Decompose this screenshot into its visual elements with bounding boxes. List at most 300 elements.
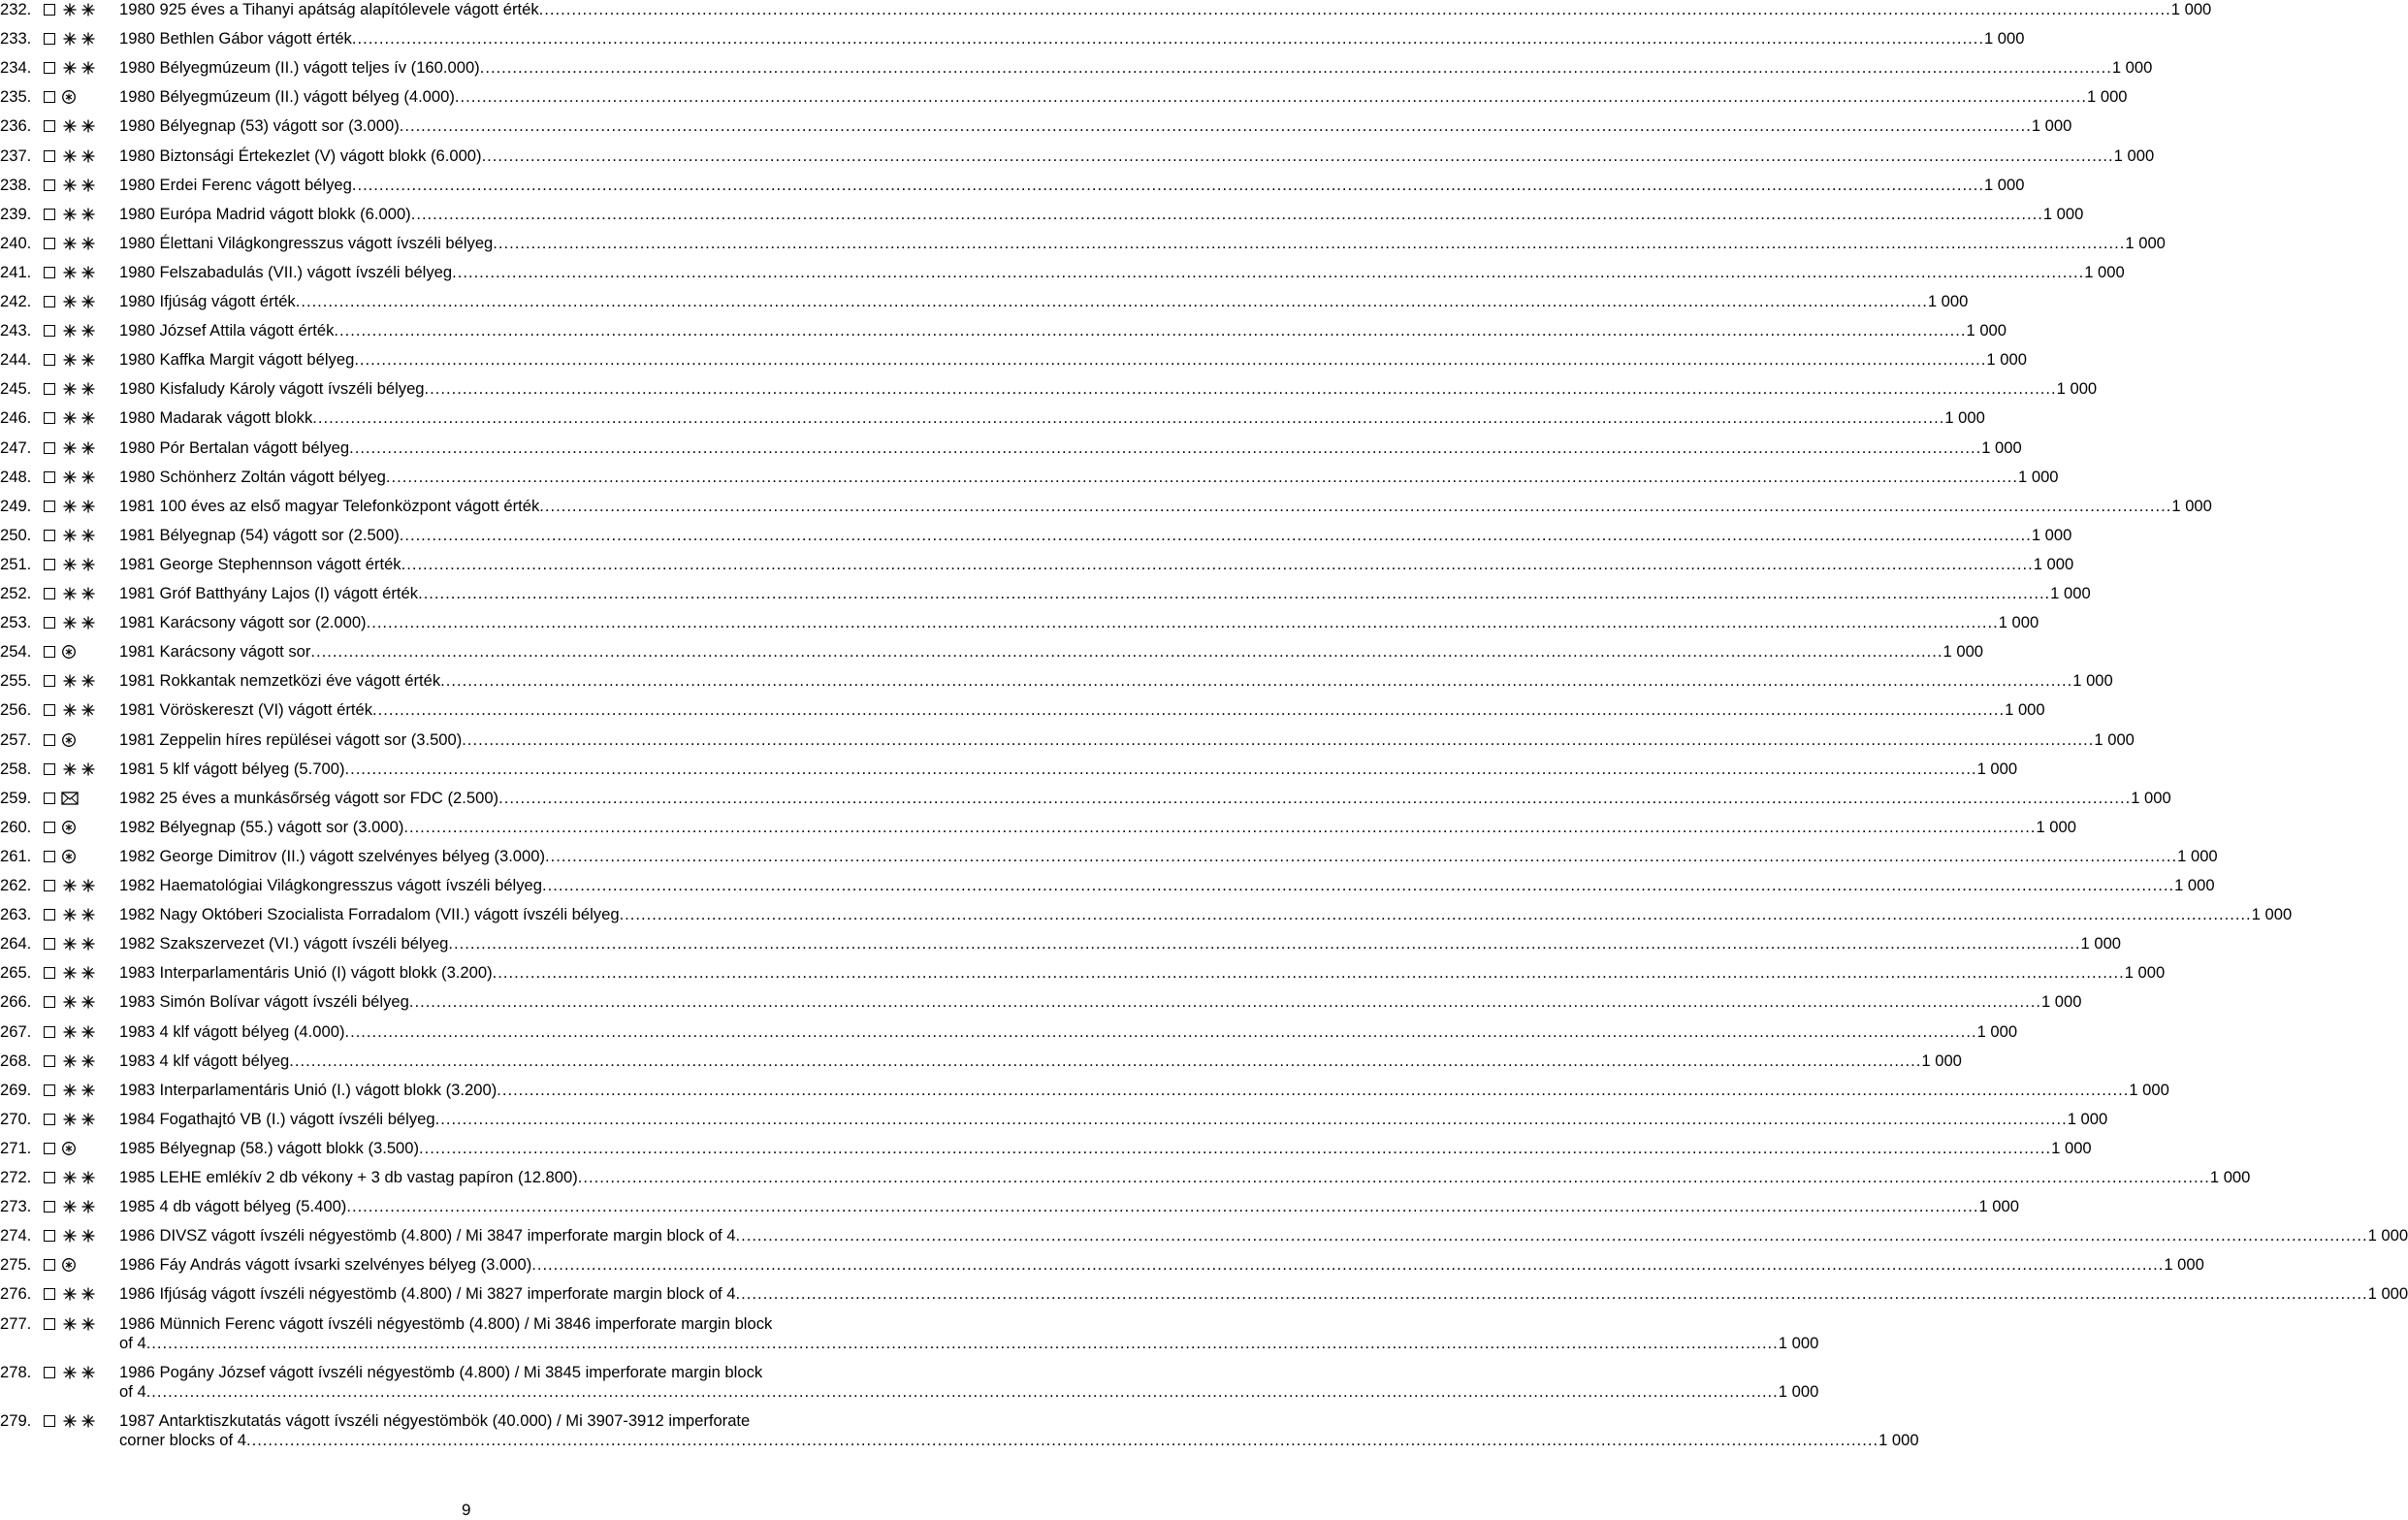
item-title: 1980 Pór Bertalan vágott bélyeg — [119, 437, 350, 457]
item-description — [119, 876, 2215, 895]
item-title: 1981 Vöröskereszt (VI) vágott érték — [119, 700, 373, 720]
double-asterisk-icon — [61, 2, 98, 17]
item-number: 252. — [0, 584, 32, 602]
checkbox-icon — [44, 1055, 55, 1067]
checkbox-icon — [44, 442, 55, 454]
double-asterisk-icon — [61, 265, 98, 280]
checkbox-icon — [44, 296, 55, 307]
dot-leader: ............................................................................................................................................................................................................................................................................................................ — [346, 1197, 1979, 1216]
dot-leader: ............................................................................................................................................................................................................................................................................................................ — [619, 905, 2252, 924]
item-number: 232. — [0, 0, 32, 18]
checkbox-icon — [44, 909, 55, 921]
item-title: 1981 Gróf Batthyány Lajos (I) vágott érték — [119, 584, 419, 602]
dot-leader: ............................................................................................................................................................................................................................................................................................................ — [419, 1138, 2052, 1157]
item-icons — [44, 265, 98, 280]
item-price: 1 000 — [2171, 496, 2212, 515]
item-icons — [44, 1112, 98, 1127]
checkbox-icon — [44, 617, 55, 629]
item-icons — [44, 1228, 98, 1244]
dot-leader: ............................................................................................................................................................................................................................................................................................................ — [366, 613, 1999, 632]
item-number: 277. — [0, 1313, 32, 1333]
item-title: 1986 DIVSZ vágott ívszéli négyestömb (4.800) / Mi 3847 imperforate margin block of 4 — [119, 1226, 736, 1245]
checkbox-icon — [44, 588, 55, 599]
item-description — [119, 437, 2022, 458]
item-icons — [44, 820, 77, 835]
item-description — [119, 204, 2084, 224]
item-title: 1986 Fáy András vágott ívsarki szelvényes bélyeg (3.000) — [119, 1255, 532, 1275]
double-asterisk-icon — [61, 207, 98, 222]
item-title: 1985 4 db vágott bélyeg (5.400) — [119, 1197, 347, 1216]
dot-leader: ............................................................................................................................................................................................................................................................................................................ — [372, 700, 2006, 720]
double-asterisk-icon — [61, 1199, 98, 1214]
item-description — [119, 58, 2153, 78]
item-title: 1982 Haematológiai Világkongresszus vágott ívszéli bélyeg — [119, 876, 542, 894]
item-description — [119, 1051, 1962, 1071]
item-description — [119, 905, 2293, 924]
item-price: 1 000 — [1983, 175, 2025, 194]
checkbox-icon — [44, 1026, 55, 1038]
item-icons — [44, 1257, 77, 1273]
checkbox-icon — [44, 704, 55, 716]
double-asterisk-icon — [61, 557, 98, 572]
item-description — [119, 671, 2113, 691]
item-icons — [44, 1413, 98, 1429]
item-icons — [44, 118, 98, 134]
item-number: 265. — [0, 963, 32, 983]
checkbox-icon — [44, 1230, 55, 1242]
item-number: 263. — [0, 905, 32, 924]
item-icons — [44, 878, 98, 893]
item-description — [119, 1197, 2019, 1216]
double-asterisk-icon — [61, 907, 98, 922]
dot-leader: ............................................................................................................................................................................................................................................................................................................ — [434, 1109, 2068, 1128]
item-icons — [44, 1170, 98, 1185]
double-asterisk-icon — [61, 878, 98, 893]
item-description — [119, 729, 2135, 750]
item-price: 1 000 — [2033, 554, 2074, 573]
double-asterisk-icon — [61, 31, 98, 47]
item-title: 1980 Schönherz Zoltán vágott bélyeg — [119, 467, 386, 486]
dot-leader: ............................................................................................................................................................................................................................................................................................................ — [351, 175, 1984, 194]
item-price: 1 000 — [2164, 1255, 2204, 1275]
checkbox-icon — [44, 1367, 55, 1378]
checkbox-icon — [44, 1288, 55, 1300]
item-title: 1980 925 éves a Tihanyi apátság alapítólevele vágott érték — [119, 0, 539, 18]
double-asterisk-icon — [61, 499, 98, 514]
item-price: 1 000 — [2056, 379, 2098, 399]
item-icons — [44, 60, 98, 76]
checkbox-icon — [44, 1084, 55, 1096]
item-description — [119, 87, 2128, 107]
item-icons — [44, 1316, 98, 1332]
item-icons — [44, 557, 98, 572]
item-price: 1 000 — [2042, 204, 2084, 223]
item-title: 1983 4 klf vágott bélyeg (4.000) — [119, 1021, 345, 1041]
checkbox-icon — [44, 880, 55, 891]
item-number: 257. — [0, 729, 32, 749]
dot-leader: ............................................................................................................................................................................................................................................................................................................ — [344, 1021, 1977, 1041]
checkbox-icon — [44, 1172, 55, 1183]
dot-leader: ............................................................................................................................................................................................................................................................................................................ — [452, 262, 2085, 281]
item-description — [119, 1138, 2092, 1158]
item-price: 1 000 — [1944, 408, 1985, 428]
item-icons — [44, 1199, 98, 1214]
item-price: 1 000 — [1986, 350, 2027, 370]
item-icons — [44, 381, 98, 397]
item-title-line1: 1986 Münnich Ferenc vágott ívszéli négyestömb (4.800) / Mi 3846 imperforate margin block — [119, 1313, 773, 1333]
item-description — [119, 788, 2171, 808]
item-title: 1982 25 éves a munkásőrség vágott sor FDC (2.500) — [119, 788, 499, 807]
item-description — [119, 116, 2072, 136]
item-description — [119, 1313, 1819, 1353]
double-asterisk-icon — [61, 1286, 98, 1302]
checkbox-icon — [44, 822, 55, 833]
item-price: 1 000 — [2005, 700, 2045, 720]
item-icons — [44, 732, 77, 748]
double-asterisk-icon — [61, 1083, 98, 1098]
item-number: 266. — [0, 992, 32, 1012]
checkbox-icon — [44, 33, 55, 45]
item-icons — [44, 1365, 98, 1380]
item-price: 1 000 — [1878, 1430, 1919, 1449]
item-title: 1985 LEHE emlékív 2 db vékony + 3 db vastag papíron (12.800) — [119, 1168, 578, 1186]
dot-leader: ............................................................................................................................................................................................................................................................................................................ — [312, 408, 1945, 428]
item-number: 279. — [0, 1410, 32, 1430]
dot-leader: ............................................................................................................................................................................................................................................................................................................ — [539, 496, 2172, 515]
checkbox-icon — [44, 763, 55, 775]
item-price: 1 000 — [2067, 1109, 2108, 1128]
item-price: 1 000 — [2050, 584, 2091, 602]
item-icons — [44, 702, 98, 718]
item-number: 273. — [0, 1197, 32, 1216]
double-asterisk-icon — [61, 1112, 98, 1127]
dot-leader: ............................................................................................................................................................................................................................................................................................................ — [351, 29, 1984, 49]
double-asterisk-icon — [61, 60, 98, 76]
dot-leader: ............................................................................................................................................................................................................................................................................................................ — [454, 87, 2087, 107]
item-price: 1 000 — [1983, 29, 2025, 49]
item-description — [119, 525, 2072, 545]
item-number: 255. — [0, 671, 32, 691]
item-description — [119, 292, 1969, 311]
item-price: 1 000 — [1966, 321, 2007, 340]
item-price: 1 000 — [1981, 437, 2022, 457]
envelope-icon — [61, 792, 79, 805]
dot-leader: ............................................................................................................................................................................................................................................................................................................ — [399, 525, 2032, 544]
item-title: 1982 Szakszervezet (VI.) vágott ívszéli bélyeg — [119, 934, 449, 954]
item-description — [119, 379, 2098, 399]
item-title-line1: 1986 Pogány József vágott ívszéli négyestömb (4.800) / Mi 3845 imperforate margin block — [119, 1362, 763, 1381]
checkbox-icon — [44, 150, 55, 162]
item-title: 1982 Bélyegnap (55.) vágott sor (3.000) — [119, 817, 404, 836]
item-title: 1982 Nagy Októberi Szocialista Forradalom (VII.) vágott ívszéli bélyeg — [119, 905, 620, 924]
item-number: 233. — [0, 29, 32, 49]
item-description — [119, 29, 2025, 49]
item-title: 1981 Karácsony vágott sor (2.000) — [119, 613, 367, 632]
item-number: 237. — [0, 146, 32, 165]
item-title: 1980 Madarak vágott blokk — [119, 408, 313, 428]
double-asterisk-icon — [61, 1053, 98, 1069]
checkbox-icon — [44, 383, 55, 395]
double-asterisk-icon — [61, 586, 98, 601]
item-price: 1 000 — [2084, 262, 2125, 281]
item-icons — [44, 440, 98, 456]
checkbox-icon — [44, 996, 55, 1008]
checkbox-icon — [44, 530, 55, 541]
item-icons — [44, 936, 98, 952]
item-price: 1 000 — [2111, 58, 2153, 78]
checkbox-icon — [44, 471, 55, 483]
item-icons — [44, 791, 79, 806]
item-title: 1983 Interparlamentáris Unió (I.) vágott blokk (3.200) — [119, 1080, 498, 1099]
checkbox-icon — [44, 1201, 55, 1213]
item-title: 1980 Bélyegmúzeum (II.) vágott bélyeg (4.000) — [119, 87, 455, 107]
item-icons — [44, 1141, 77, 1156]
item-description — [119, 467, 2059, 487]
checkbox-icon — [44, 734, 55, 746]
item-price: 1 000 — [2209, 1168, 2251, 1186]
item-description — [119, 613, 2039, 632]
item-number: 267. — [0, 1021, 32, 1041]
checkbox-icon — [44, 938, 55, 950]
checkbox-icon — [44, 1143, 55, 1154]
item-title: 1980 Felszabadulás (VII.) vágott ívszéli bélyeg — [119, 262, 453, 281]
item-icons — [44, 673, 98, 689]
dot-leader: ............................................................................................................................................................................................................................................................................................................ — [295, 292, 1928, 310]
item-price: 1 000 — [2124, 963, 2166, 983]
item-price: 1 000 — [2018, 467, 2059, 486]
item-description — [119, 554, 2074, 574]
double-asterisk-icon — [61, 469, 98, 485]
item-description — [119, 233, 2166, 253]
item-title: 1980 Bélyegnap (53) vágott sor (3.000) — [119, 116, 400, 136]
dot-leader: ............................................................................................................................................................................................................................................................................................................ — [538, 0, 2171, 18]
checkbox-icon — [44, 179, 55, 191]
item-price: 1 000 — [1976, 759, 2018, 778]
item-icons — [44, 1083, 98, 1098]
item-title: 1984 Fogathajtó VB (I.) vágott ívszéli bélyeg — [119, 1109, 435, 1128]
item-price: 1 000 — [1778, 1381, 1819, 1401]
item-number: 261. — [0, 846, 32, 865]
item-number: 275. — [0, 1255, 32, 1275]
double-asterisk-icon — [61, 352, 98, 368]
item-description — [119, 1255, 2204, 1275]
item-price: 1 000 — [2131, 788, 2171, 807]
double-asterisk-icon — [61, 528, 98, 543]
item-icons — [44, 148, 98, 164]
dot-leader: ............................................................................................................................................................................................................................................................................................................ — [492, 963, 2125, 983]
item-title: 1981 Karácsony vágott sor — [119, 642, 311, 662]
double-asterisk-icon — [61, 1316, 98, 1332]
item-price: 1 000 — [1778, 1333, 1819, 1352]
item-description — [119, 934, 2122, 954]
dot-leader: ............................................................................................................................................................................................................................................................................................................ — [424, 379, 2057, 399]
dot-leader: ............................................................................................................................................................................................................................................................................................................ — [385, 467, 2019, 486]
double-asterisk-icon — [61, 148, 98, 164]
checkbox-icon — [44, 792, 55, 804]
dot-leader: ............................................................................................................................................................................................................................................................................................................ — [735, 1226, 2368, 1245]
item-icons — [44, 1024, 98, 1040]
double-asterisk-icon — [61, 323, 98, 339]
item-number: 238. — [0, 175, 32, 194]
item-icons — [44, 89, 77, 105]
item-description — [119, 0, 2212, 19]
item-description — [119, 175, 2025, 195]
item-description — [119, 759, 2018, 779]
item-number: 276. — [0, 1284, 32, 1304]
dot-leader: ............................................................................................................................................................................................................................................................................................................ — [349, 437, 1982, 457]
item-description — [119, 408, 1985, 428]
page-number: 9 — [462, 1501, 471, 1519]
item-number: 236. — [0, 116, 32, 136]
item-title: 1981 5 klf vágott bélyeg (5.700) — [119, 759, 345, 778]
item-number: 251. — [0, 554, 32, 573]
checkbox-icon — [44, 1318, 55, 1330]
dot-leader: ............................................................................................................................................................................................................................................................................................................ — [577, 1168, 2210, 1186]
item-title: 1980 Kisfaludy Károly vágott ívszéli bélyeg — [119, 379, 425, 399]
item-title: 1981 100 éves az első magyar Telefonközpont vágott érték — [119, 496, 540, 515]
item-price: 1 000 — [2367, 1284, 2408, 1304]
item-description — [119, 642, 1984, 662]
item-number: 259. — [0, 788, 32, 807]
item-icons — [44, 2, 98, 17]
dot-leader: ............................................................................................................................................................................................................................................................................................................ — [462, 729, 2095, 749]
dot-leader: ............................................................................................................................................................................................................................................................................................................ — [440, 671, 2073, 691]
item-description — [119, 1080, 2169, 1100]
item-icons — [44, 31, 98, 47]
checkbox-icon — [44, 354, 55, 366]
item-price: 1 000 — [2051, 1138, 2092, 1157]
item-description — [119, 1284, 2408, 1304]
checkbox-icon — [44, 646, 55, 658]
double-asterisk-icon — [61, 1024, 98, 1040]
double-asterisk-icon — [61, 1365, 98, 1380]
item-title: 1980 József Attila vágott érték — [119, 321, 335, 340]
item-title: of 4 — [119, 1333, 146, 1352]
item-description — [119, 321, 2007, 340]
item-description — [119, 584, 2091, 603]
dot-leader: ............................................................................................................................................................................................................................................................................................................ — [545, 846, 2178, 865]
dot-leader: ............................................................................................................................................................................................................................................................................................................ — [401, 554, 2034, 573]
item-description — [119, 262, 2125, 282]
item-price: 1 000 — [1978, 1197, 2019, 1216]
item-title: of 4 — [119, 1381, 146, 1401]
checkbox-icon — [44, 1415, 55, 1427]
item-number: 269. — [0, 1080, 32, 1099]
item-title: corner blocks of 4 — [119, 1430, 246, 1449]
double-asterisk-icon — [61, 178, 98, 193]
item-title-line1: 1987 Antarktiszkutatás vágott ívszéli négyestömbök (40.000) / Mi 3907-3912 imperforate — [119, 1410, 751, 1430]
item-title: 1980 Élettani Világkongresszus vágott ívszéli bélyeg — [119, 233, 494, 252]
item-price: 1 000 — [2174, 876, 2215, 894]
item-description — [119, 817, 2076, 837]
item-title: 1983 Interparlamentáris Unió (I) vágott blokk (3.200) — [119, 963, 493, 983]
dot-leader: ............................................................................................................................................................................................................................................................................................................ — [497, 1080, 2130, 1099]
double-asterisk-icon — [61, 965, 98, 981]
item-description — [119, 1226, 2408, 1245]
item-number: 253. — [0, 613, 32, 632]
double-asterisk-icon — [61, 1228, 98, 1244]
dot-leader: ............................................................................................................................................................................................................................................................................................................ — [354, 350, 1987, 370]
item-title: 1980 Erdei Ferenc vágott bélyeg — [119, 175, 352, 194]
item-icons — [44, 469, 98, 485]
item-title: 1986 Ifjúság vágott ívszéli négyestömb (4.800) / Mi 3827 imperforate margin block of 4 — [119, 1284, 736, 1304]
item-price: 1 000 — [2129, 1080, 2169, 1099]
item-icons — [44, 499, 98, 514]
item-description — [119, 963, 2166, 983]
item-icons — [44, 644, 77, 660]
item-icons — [44, 1053, 98, 1069]
dot-leader: ............................................................................................................................................................................................................................................................................................................ — [334, 321, 1967, 340]
double-asterisk-icon — [61, 761, 98, 777]
dot-leader: ............................................................................................................................................................................................................................................................................................................ — [410, 204, 2043, 223]
circle-cross-icon — [61, 644, 77, 660]
item-number: 242. — [0, 292, 32, 310]
checkbox-icon — [44, 238, 55, 249]
item-number: 245. — [0, 379, 32, 399]
item-icons — [44, 615, 98, 631]
dot-leader: ............................................................................................................................................................................................................................................................................................................ — [344, 759, 1977, 778]
item-number: 278. — [0, 1362, 32, 1381]
item-number: 244. — [0, 350, 32, 370]
dot-leader: ............................................................................................................................................................................................................................................................................................................ — [493, 233, 2126, 252]
item-description — [119, 992, 2082, 1012]
dot-leader: ............................................................................................................................................................................................................................................................................................................ — [481, 146, 2114, 165]
item-icons — [44, 761, 98, 777]
item-title: 1983 Simón Bolívar vágott ívszéli bélyeg — [119, 992, 409, 1012]
item-icons — [44, 994, 98, 1010]
item-icons — [44, 907, 98, 922]
item-number: 262. — [0, 876, 32, 894]
item-description — [119, 1168, 2251, 1187]
checkbox-icon — [44, 325, 55, 337]
item-price: 1 000 — [2094, 729, 2135, 749]
double-asterisk-icon — [61, 236, 98, 251]
checkbox-icon — [44, 851, 55, 862]
item-number: 270. — [0, 1109, 32, 1128]
item-number: 272. — [0, 1168, 32, 1186]
item-description — [119, 1109, 2108, 1129]
item-description — [119, 1362, 1819, 1402]
item-number: 248. — [0, 467, 32, 486]
checkbox-icon — [44, 209, 55, 220]
item-description — [119, 1410, 1919, 1450]
item-number: 271. — [0, 1138, 32, 1157]
double-asterisk-icon — [61, 673, 98, 689]
dot-leader: ............................................................................................................................................................................................................................................................................................................ — [399, 116, 2032, 136]
item-price: 1 000 — [1927, 292, 1969, 310]
checkbox-icon — [44, 120, 55, 132]
dot-leader: ............................................................................................................................................................................................................................................................................................................ — [145, 1333, 1779, 1352]
item-icons — [44, 849, 77, 864]
checkbox-icon — [44, 91, 55, 103]
item-price: 1 000 — [2177, 846, 2218, 865]
item-price: 1 000 — [2031, 116, 2072, 136]
item-title: 1981 Bélyegnap (54) vágott sor (2.500) — [119, 525, 400, 544]
item-number: 234. — [0, 58, 32, 78]
double-asterisk-icon — [61, 1170, 98, 1185]
item-number: 258. — [0, 759, 32, 778]
dot-leader: ............................................................................................................................................................................................................................................................................................................ — [310, 642, 1943, 662]
item-icons — [44, 294, 98, 309]
item-number: 249. — [0, 496, 32, 515]
item-price: 1 000 — [2036, 817, 2076, 836]
double-asterisk-icon — [61, 702, 98, 718]
item-title: 1980 Ifjúság vágott érték — [119, 292, 296, 310]
checkbox-icon — [44, 675, 55, 687]
dot-leader: ............................................................................................................................................................................................................................................................................................................ — [448, 934, 2081, 954]
item-price: 1 000 — [1976, 1021, 2018, 1041]
dot-leader: ............................................................................................................................................................................................................................................................................................................ — [145, 1381, 1779, 1401]
